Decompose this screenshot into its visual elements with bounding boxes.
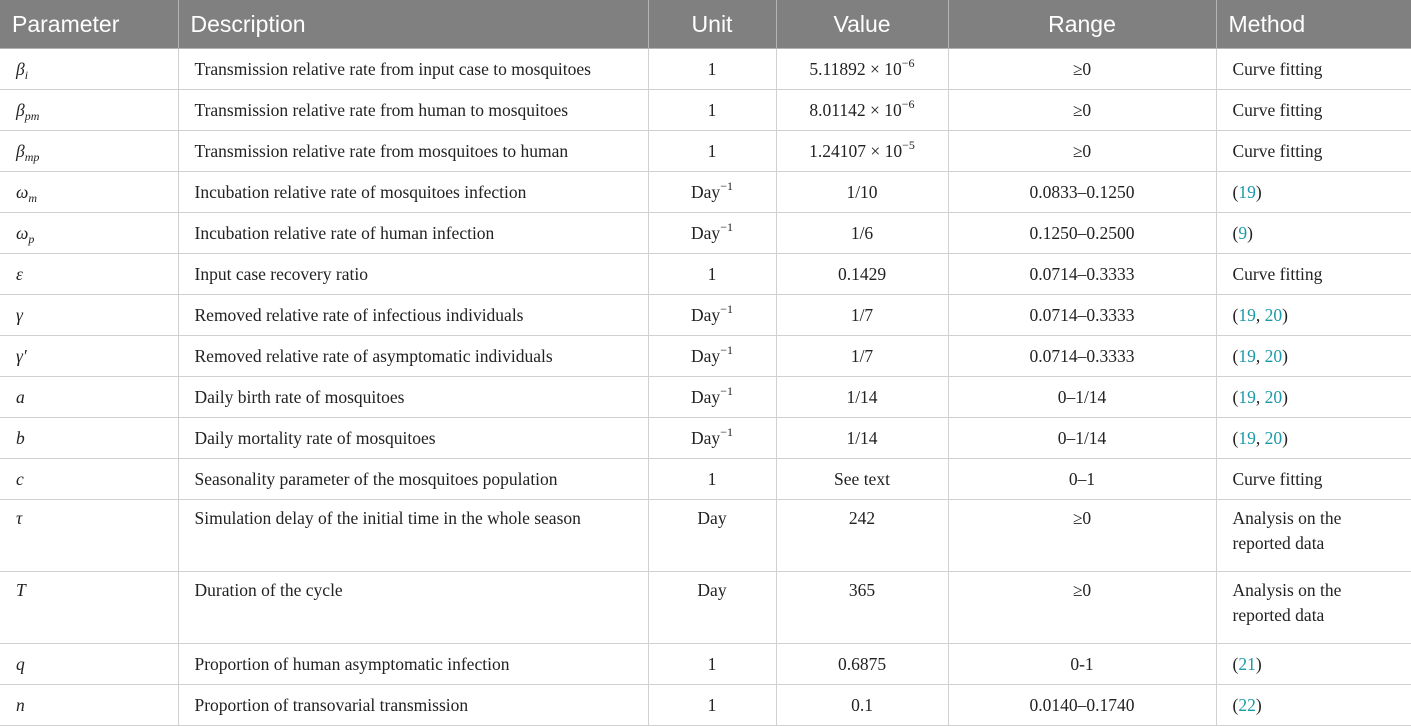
cell-description: Incubation relative rate of human infection: [178, 213, 648, 254]
table-row: [0, 172, 1411, 213]
parameter-symbol: ω: [16, 181, 29, 202]
parameter-symbol: ε: [16, 263, 23, 284]
unit-text: Day: [691, 386, 721, 407]
reference-link[interactable]: 19: [1238, 427, 1256, 448]
parameter-subscript: m: [28, 190, 38, 205]
table-row: [0, 295, 1411, 336]
parameter-symbol: β: [16, 58, 25, 79]
cell-description: Daily birth rate of mosquitoes: [178, 377, 648, 418]
cell-range: 0.0140–0.1740: [948, 685, 1216, 726]
cell-method: (19, 20): [1216, 336, 1411, 377]
cell-method: (19, 20): [1216, 418, 1411, 459]
value-text: 1/6: [850, 222, 874, 243]
reference-link[interactable]: 19: [1238, 181, 1256, 202]
cell-value: [776, 572, 948, 644]
cell-unit: [648, 254, 776, 295]
cell-unit: [648, 418, 776, 459]
cell-parameter: [0, 459, 178, 500]
cell-unit: [648, 336, 776, 377]
cell-description: Daily mortality rate of mosquitoes: [178, 418, 648, 459]
cell-method: Curve fitting: [1216, 49, 1411, 90]
cell-range: 0.1250–0.2500: [948, 213, 1216, 254]
unit-exponent: −1: [720, 301, 733, 316]
cell-value: [776, 90, 948, 131]
table-row: [0, 336, 1411, 377]
cell-description: Proportion of human asymptomatic infection: [178, 644, 648, 685]
table-row: [0, 644, 1411, 685]
value-text: See text: [834, 468, 890, 489]
value-text: 8.01142 × 10: [809, 99, 902, 120]
value-text: 242: [848, 508, 876, 528]
table-header-row: [0, 0, 1411, 49]
cell-description: Proportion of transovarial transmission: [178, 685, 648, 726]
cell-range: 0.0714–0.3333: [948, 254, 1216, 295]
cell-parameter: [0, 418, 178, 459]
value-text: 0.1429: [837, 263, 887, 284]
cell-method: Analysis on the reported data: [1216, 572, 1411, 644]
parameter-subscript: pm: [24, 108, 40, 123]
parameter-symbol: β: [16, 140, 25, 161]
cell-description: Transmission relative rate from input case to mosquitoes: [178, 49, 648, 90]
cell-range: 0.0714–0.3333: [948, 336, 1216, 377]
unit-text: Day: [697, 580, 727, 600]
unit-text: Day: [691, 222, 721, 243]
cell-parameter: [0, 90, 178, 131]
value-text: 1/14: [846, 427, 878, 448]
reference-link[interactable]: 20: [1264, 304, 1283, 325]
unit-text: Day: [691, 427, 721, 448]
cell-unit: [648, 644, 776, 685]
reference-link[interactable]: 19: [1238, 386, 1256, 407]
parameter-symbol: τ: [16, 508, 23, 528]
table-row: [0, 213, 1411, 254]
cell-range: 0.0833–0.1250: [948, 172, 1216, 213]
header-range: Range: [948, 0, 1216, 49]
cell-parameter: [0, 131, 178, 172]
cell-value: [776, 131, 948, 172]
cell-value: [776, 336, 948, 377]
cell-method: Curve fitting: [1216, 131, 1411, 172]
cell-parameter: [0, 336, 178, 377]
unit-text: Day: [697, 508, 727, 528]
parameter-subscript: mp: [24, 149, 40, 164]
parameter-symbol: γ: [16, 304, 23, 325]
cell-unit: [648, 49, 776, 90]
unit-text: 1: [707, 694, 717, 715]
value-text: 5.11892 × 10: [809, 58, 902, 79]
cell-parameter: [0, 172, 178, 213]
value-text: 365: [848, 580, 876, 600]
cell-range: ≥0: [948, 572, 1216, 644]
table-row: [0, 377, 1411, 418]
cell-value: [776, 500, 948, 572]
cell-range: 0–1/14: [948, 418, 1216, 459]
cell-unit: [648, 213, 776, 254]
unit-text: 1: [707, 468, 717, 489]
cell-method: (19, 20): [1216, 377, 1411, 418]
cell-unit: [648, 459, 776, 500]
cell-unit: [648, 295, 776, 336]
cell-value: [776, 172, 948, 213]
reference-link[interactable]: 19: [1238, 345, 1256, 366]
parameter-symbol: a: [16, 386, 25, 407]
value-text: 1/7: [850, 345, 874, 366]
parameter-subscript: i: [24, 67, 29, 82]
table-row: [0, 500, 1411, 572]
cell-unit: [648, 500, 776, 572]
cell-method: Analysis on the reported data: [1216, 500, 1411, 572]
cell-parameter: [0, 213, 178, 254]
cell-description: Input case recovery ratio: [178, 254, 648, 295]
value-text: 0.1: [851, 694, 873, 715]
unit-text: Day: [691, 345, 721, 366]
header-value: Value: [776, 0, 948, 49]
reference-link[interactable]: 19: [1238, 304, 1256, 325]
table-row: [0, 459, 1411, 500]
cell-range: 0–1: [948, 459, 1216, 500]
cell-method: (19, 20): [1216, 295, 1411, 336]
header-description: Description: [178, 0, 648, 49]
header-parameter: Parameter: [0, 0, 178, 49]
cell-range: ≥0: [948, 90, 1216, 131]
cell-unit: [648, 90, 776, 131]
parameter-subscript: p: [28, 231, 35, 246]
unit-text: 1: [707, 99, 717, 120]
parameter-symbol: n: [16, 694, 25, 715]
table-row: [0, 90, 1411, 131]
cell-description: Incubation relative rate of mosquitoes infection: [178, 172, 648, 213]
cell-range: ≥0: [948, 49, 1216, 90]
cell-range: 0-1: [948, 644, 1216, 685]
cell-range: ≥0: [948, 500, 1216, 572]
cell-value: [776, 254, 948, 295]
cell-value: [776, 418, 948, 459]
cell-range: ≥0: [948, 131, 1216, 172]
unit-exponent: −1: [720, 383, 733, 398]
parameter-symbol: q: [16, 653, 25, 674]
cell-method: Curve fitting: [1216, 254, 1411, 295]
cell-unit: [648, 572, 776, 644]
cell-unit: [648, 131, 776, 172]
value-exponent: −6: [901, 96, 915, 111]
cell-range: 0.0714–0.3333: [948, 295, 1216, 336]
value-text: 1/10: [846, 181, 878, 202]
table-row: [0, 49, 1411, 90]
cell-method: Curve fitting: [1216, 459, 1411, 500]
reference-link[interactable]: 9: [1238, 222, 1248, 243]
unit-text: 1: [707, 58, 717, 79]
cell-parameter: [0, 685, 178, 726]
cell-description: Removed relative rate of asymptomatic individuals: [178, 336, 648, 377]
cell-unit: [648, 685, 776, 726]
cell-method: (21): [1216, 644, 1411, 685]
parameter-symbol: γ′: [16, 345, 27, 366]
parameter-symbol: c: [16, 468, 24, 489]
cell-description: Transmission relative rate from human to mosquitoes: [178, 90, 648, 131]
cell-description: Removed relative rate of infectious individuals: [178, 295, 648, 336]
unit-exponent: −1: [720, 342, 733, 357]
reference-link[interactable]: 20: [1264, 427, 1283, 448]
cell-description: Transmission relative rate from mosquitoes to human: [178, 131, 648, 172]
value-exponent: −6: [901, 55, 915, 70]
unit-exponent: −1: [720, 424, 733, 439]
header-unit: Unit: [648, 0, 776, 49]
value-text: 1.24107 × 10: [809, 140, 903, 161]
table-row: [0, 254, 1411, 295]
unit-text: Day: [691, 304, 721, 325]
unit-text: 1: [707, 140, 717, 161]
cell-parameter: [0, 644, 178, 685]
cell-description: Seasonality parameter of the mosquitoes population: [178, 459, 648, 500]
cell-parameter: [0, 500, 178, 572]
reference-link[interactable]: 20: [1264, 345, 1283, 366]
value-text: 1/7: [850, 304, 874, 325]
cell-value: [776, 295, 948, 336]
table-row: [0, 131, 1411, 172]
cell-method: (22): [1216, 685, 1411, 726]
cell-parameter: [0, 295, 178, 336]
unit-text: Day: [691, 181, 721, 202]
table-body: [0, 49, 1411, 726]
table-row: [0, 685, 1411, 726]
cell-parameter: [0, 377, 178, 418]
cell-value: [776, 377, 948, 418]
unit-exponent: −1: [720, 178, 733, 193]
cell-value: [776, 459, 948, 500]
cell-description: Simulation delay of the initial time in the whole season: [178, 500, 648, 572]
cell-unit: [648, 377, 776, 418]
parameter-symbol: ω: [16, 222, 29, 243]
header-method: Method: [1216, 0, 1411, 49]
cell-parameter: [0, 572, 178, 644]
cell-description: Duration of the cycle: [178, 572, 648, 644]
cell-method: (9): [1216, 213, 1411, 254]
parameter-symbol: b: [16, 427, 25, 448]
table-row: [0, 572, 1411, 644]
cell-parameter: [0, 254, 178, 295]
value-text: 1/14: [846, 386, 878, 407]
cell-method: (19): [1216, 172, 1411, 213]
table-row: [0, 418, 1411, 459]
cell-value: [776, 644, 948, 685]
cell-parameter: [0, 49, 178, 90]
unit-text: 1: [707, 653, 717, 674]
cell-method: Curve fitting: [1216, 90, 1411, 131]
cell-value: [776, 685, 948, 726]
reference-link[interactable]: 22: [1238, 694, 1256, 715]
reference-link[interactable]: 20: [1264, 386, 1283, 407]
parameter-symbol: T: [16, 580, 26, 600]
unit-text: 1: [707, 263, 717, 284]
cell-range: 0–1/14: [948, 377, 1216, 418]
reference-link[interactable]: 21: [1238, 653, 1256, 674]
cell-unit: [648, 172, 776, 213]
value-exponent: −5: [902, 137, 915, 152]
parameter-symbol: β: [16, 99, 25, 120]
unit-exponent: −1: [720, 219, 733, 234]
cell-value: [776, 213, 948, 254]
value-text: 0.6875: [837, 653, 887, 674]
cell-value: [776, 49, 948, 90]
